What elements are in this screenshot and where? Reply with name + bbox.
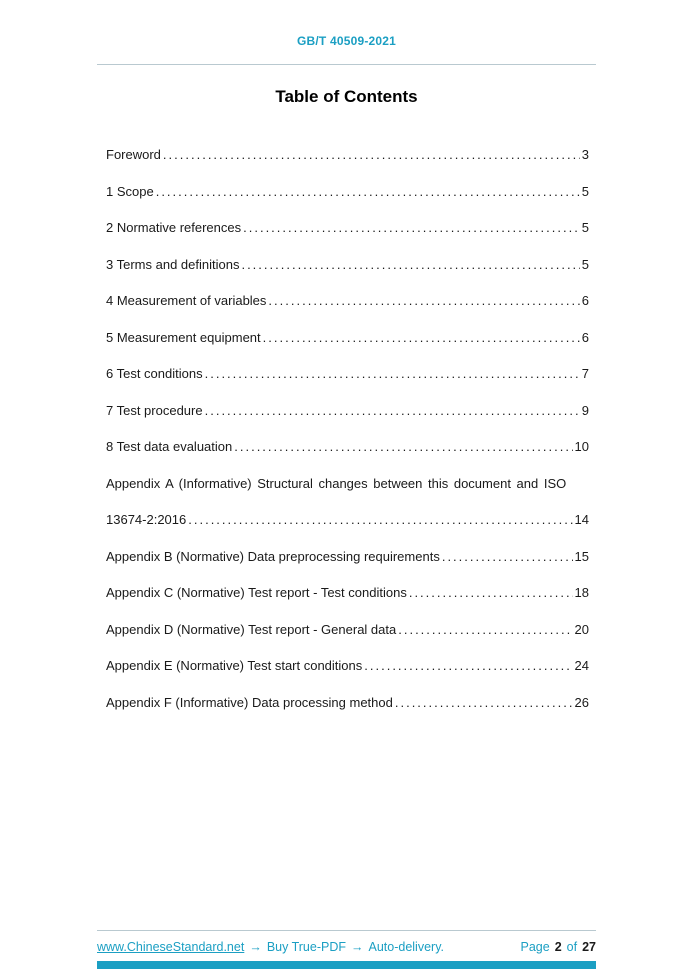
toc-entry-label: 3 Terms and definitions — [106, 256, 240, 272]
toc-entry-label: Foreword — [106, 147, 161, 162]
toc-entry-test-data-evaluation[interactable] — [106, 439, 589, 454]
toc-entry-label-line2: 13674-2:2016 — [106, 512, 187, 527]
toc-entry-page: 5 — [581, 256, 589, 272]
toc-entry-measurement-variables[interactable] — [106, 293, 589, 308]
toc-entry-page: 24 — [574, 658, 589, 673]
toc-entry-label: 6 Test conditions — [106, 366, 203, 381]
toc-dots-leader — [205, 403, 580, 418]
toc-dots-leader — [188, 512, 572, 527]
toc-dots-leader — [241, 257, 579, 272]
page-indicator — [521, 940, 597, 954]
toc-entry-foreword[interactable] — [106, 147, 589, 162]
toc-entry-label: 1 Scope — [106, 183, 154, 199]
toc-entry-test-conditions[interactable] — [106, 366, 589, 381]
toc-entry-appendix-e[interactable] — [106, 658, 589, 673]
toc-entry-label: 4 Measurement of variables — [106, 293, 267, 308]
total-page-number: 27 — [582, 940, 596, 954]
toc-entry-label: 2 Normative references — [106, 220, 242, 235]
toc-dots-leader — [268, 293, 579, 308]
toc-entry-page: 6 — [581, 293, 589, 308]
toc-entry-label: Appendix E (Normative) Test start conditions — [106, 658, 363, 673]
toc-dots-leader — [156, 184, 580, 199]
toc-dots-leader — [409, 585, 573, 600]
toc-entry-page: 20 — [574, 621, 589, 637]
footer-branding — [97, 940, 444, 954]
current-page-number: 2 — [554, 940, 562, 954]
toc-entry-label: Appendix C (Normative) Test report - Test conditions — [106, 585, 407, 600]
toc-dots-leader — [234, 439, 572, 454]
footer-accent-bar — [97, 961, 596, 969]
toc-entry-page: 5 — [581, 220, 589, 235]
toc-entry-label: 7 Test procedure — [106, 402, 203, 418]
toc-entry-appendix-c[interactable] — [106, 585, 589, 600]
toc-entry-label: Appendix D (Normative) Test report - General data — [106, 621, 397, 637]
toc-entry-page: 7 — [581, 366, 589, 381]
footer-buy-text: Buy True-PDF — [266, 940, 346, 954]
toc-entry-terms-definitions[interactable] — [106, 257, 589, 272]
toc-entry-normative-references[interactable] — [106, 220, 589, 235]
toc-entry-page: 9 — [581, 402, 589, 418]
page-label: Page — [520, 940, 550, 954]
of-label: of — [566, 940, 578, 954]
toc-dots-leader — [442, 549, 573, 564]
site-link[interactable]: www.ChineseStandard.net — [97, 940, 245, 954]
arrow-icon: → — [249, 940, 262, 954]
document-number-header: GB/T 40509-2021 — [296, 34, 397, 48]
toc-entry-page: 10 — [574, 439, 589, 454]
toc-entry-appendix-d[interactable] — [106, 622, 589, 637]
page-footer — [97, 930, 596, 954]
toc-entry-label: 8 Test data evaluation — [106, 439, 233, 454]
toc-entry-scope[interactable] — [106, 184, 589, 199]
toc-entry-label: Appendix B (Normative) Data preprocessing requirements — [106, 548, 440, 564]
toc-entry-page: 15 — [574, 548, 589, 564]
toc-entry-page: 14 — [574, 512, 589, 527]
toc-dots-leader — [163, 147, 580, 162]
table-of-contents — [106, 147, 589, 710]
toc-entry-label: 5 Measurement equipment — [106, 329, 261, 345]
toc-entry-page: 3 — [581, 147, 589, 162]
toc-entry-appendix-f[interactable] — [106, 695, 589, 710]
page-title: Table of Contents — [275, 87, 418, 106]
toc-entry-measurement-equipment[interactable] — [106, 330, 589, 345]
toc-entry-label: Appendix F (Informative) Data processing method — [106, 694, 393, 710]
toc-entry-appendix-b[interactable] — [106, 549, 589, 564]
toc-entry-appendix-a[interactable] — [106, 476, 589, 528]
toc-entry-label-line1: Appendix A (Informative) Structural changes between this document and ISO — [106, 475, 567, 491]
toc-dots-leader — [205, 366, 580, 381]
toc-entry-page: 6 — [581, 329, 589, 345]
toc-dots-leader — [395, 695, 573, 710]
footer-delivery-text: Auto-delivery. — [368, 940, 444, 954]
header-divider — [97, 64, 596, 65]
toc-dots-leader — [243, 220, 580, 235]
toc-entry-page: 26 — [574, 694, 589, 710]
toc-dots-leader — [398, 622, 572, 637]
toc-dots-leader — [364, 658, 572, 673]
toc-entry-page: 18 — [574, 585, 589, 600]
toc-entry-test-procedure[interactable] — [106, 403, 589, 418]
toc-entry-page: 5 — [581, 183, 589, 199]
arrow-icon: → — [351, 940, 364, 954]
toc-dots-leader — [263, 330, 580, 345]
